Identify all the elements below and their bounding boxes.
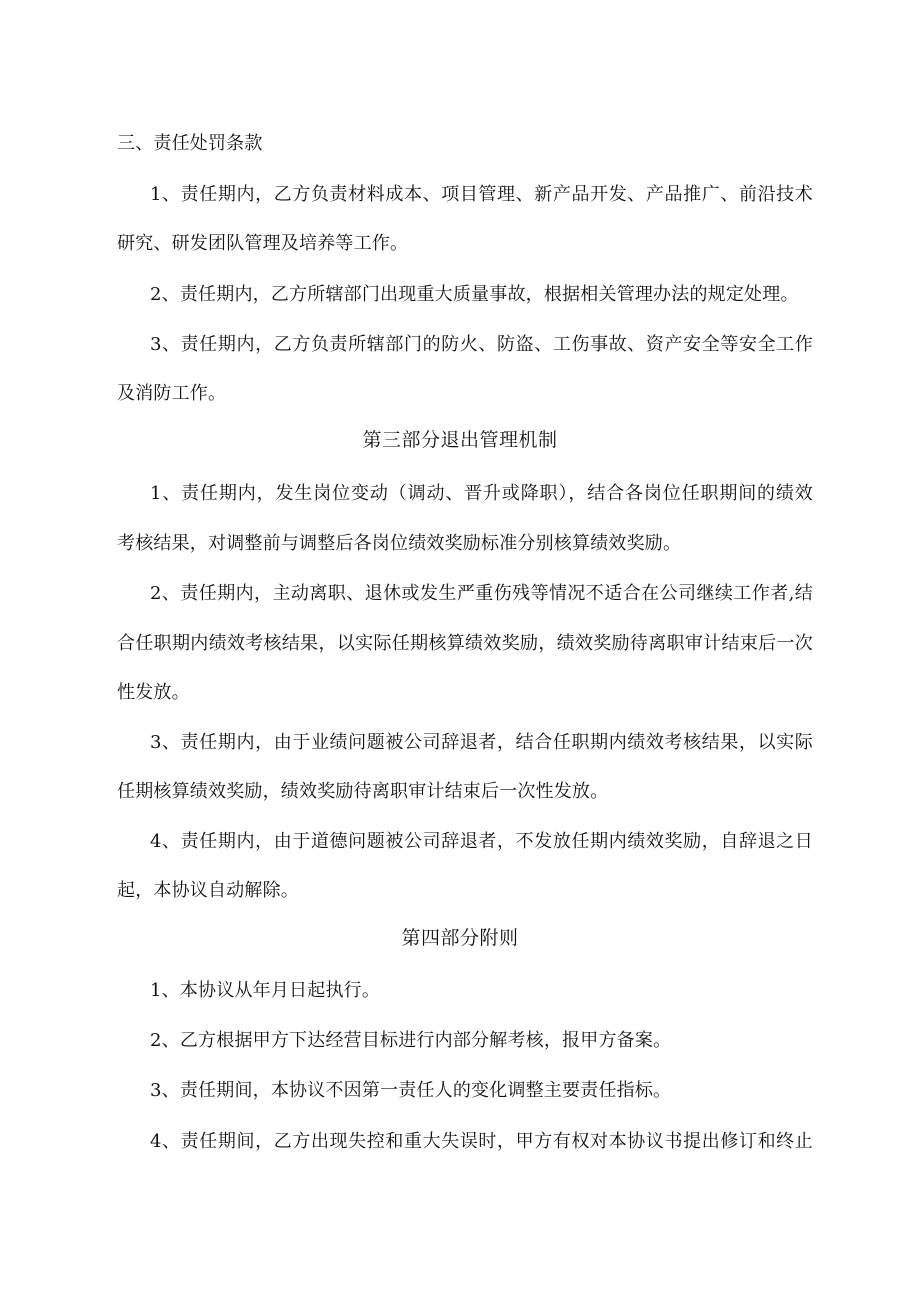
paragraph-line: 1、责任期内，乙方负责材料成本、项目管理、新产品开发、产品推广、前沿技术 [150,184,813,205]
paragraph-line: 3、责任期间，本协议不因第一责任人的变化调整主要责任指标。 [150,1080,672,1101]
paragraph-line: 考核结果，对调整前与调整后各岗位绩效奖励标准分别核算绩效奖励。 [117,533,682,554]
paragraph-line: 2、责任期内，乙方所辖部门出现重大质量事故，根据相关管理办法的规定处理。 [150,284,799,305]
paragraph-line: 任期核算绩效奖励，绩效奖励待离职审计结束后一次性发放。 [117,781,609,802]
paragraph-line: 3、责任期内，由于业绩问题被公司辞退者，结合任职期内绩效考核结果，以实际 [150,732,813,753]
paragraph-line: 4、责任期内，由于道德问题被公司辞退者，不发放任期内绩效奖励，自辞退之日 [150,831,813,852]
paragraph-line: 3、责任期内，乙方负责所辖部门的防火、防盗、工伤事故、资产安全等安全工作 [150,334,813,355]
part-heading: 第四部分附则 [401,927,519,949]
paragraph-line: 1、责任期内，发生岗位变动（调动、晋升或降职），结合各岗位任职期间的绩效 [150,483,813,504]
paragraph-line: 合任职期内绩效考核结果，以实际任期核算绩效奖励，绩效奖励待离职审计结束后一次 [117,633,813,654]
paragraph-line: 2、责任期内，主动离职、退休或发生严重伤残等情况不适合在公司继续工作者,结 [150,583,813,604]
paragraph-line: 起，本协议自动解除。 [117,880,299,901]
paragraph-line: 研究、研发团队管理及培养等工作。 [117,233,409,254]
paragraph-line: 性发放。 [117,682,190,703]
paragraph-line: 2、乙方根据甲方下达经营目标进行内部分解考核，报甲方备案。 [150,1030,672,1051]
section-title: 三、责任处罚条款 [117,133,263,154]
paragraph-line: 4、责任期间，乙方出现失控和重大失误时，甲方有权对本协议书提出修订和终止 [150,1131,813,1152]
paragraph-line: 及消防工作。 [117,383,227,404]
paragraph-line: 1、本协议从年月日起执行。 [150,980,381,1001]
part-heading: 第三部分退出管理机制 [362,429,558,451]
